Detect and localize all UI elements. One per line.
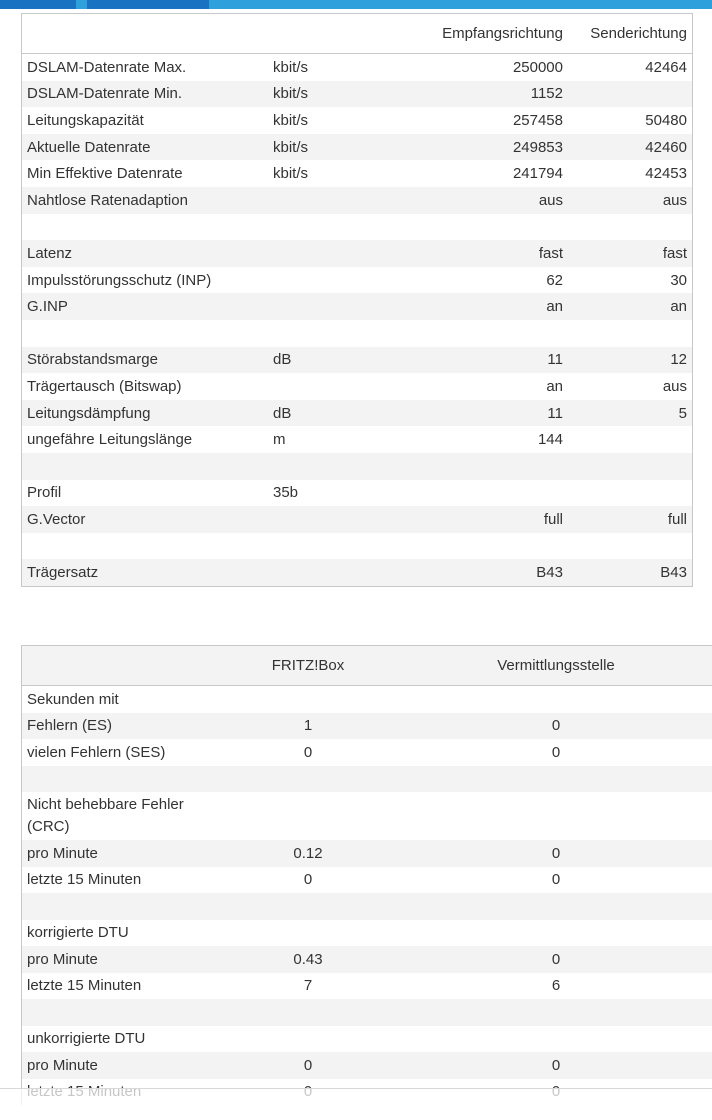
error-header-fritzbox: FRITZ!Box <box>220 646 396 686</box>
dsl-row-downstream: aus <box>378 187 568 214</box>
error-row-exchange: 0 <box>396 713 712 740</box>
bottom-scroll-overlay <box>0 1088 712 1120</box>
dsl-row-unit <box>268 373 378 400</box>
nav-tab-active-2[interactable] <box>87 0 209 9</box>
dsl-table-row <box>22 559 693 586</box>
error-row-exchange: 0 <box>396 739 712 766</box>
error-row-exchange: 0 <box>396 867 712 894</box>
dsl-header-unit <box>268 14 378 54</box>
dsl-row-unit <box>268 453 378 480</box>
dsl-table-row <box>22 453 693 480</box>
dsl-table-row <box>22 134 693 161</box>
dsl-row-label: G.Vector <box>22 506 269 533</box>
error-table-row <box>22 840 712 867</box>
dsl-row-label: Leitungskapazität <box>22 107 269 134</box>
error-row-label <box>22 893 221 920</box>
error-table-row <box>22 686 712 713</box>
dsl-table-row <box>22 373 693 400</box>
dsl-header-label <box>22 14 269 54</box>
dsl-row-downstream: 249853 <box>378 134 568 161</box>
dsl-row-downstream: 241794 <box>378 160 568 187</box>
dsl-row-downstream: B43 <box>378 559 568 586</box>
error-row-exchange <box>396 792 712 840</box>
error-row-fritzbox <box>220 686 396 713</box>
dsl-row-label: Impulsstörungsschutz (INP) <box>22 267 269 294</box>
error-row-label: pro Minute <box>22 840 221 867</box>
error-table-header-row <box>22 646 712 686</box>
error-row-fritzbox: 1 <box>220 713 396 740</box>
dsl-row-downstream <box>378 453 568 480</box>
dsl-row-upstream: fast <box>568 240 693 267</box>
dsl-row-label <box>22 533 269 560</box>
dsl-row-downstream: 11 <box>378 347 568 374</box>
dsl-table-row <box>22 267 693 294</box>
dsl-row-upstream <box>568 453 693 480</box>
error-table-row <box>22 766 712 793</box>
dsl-row-downstream <box>378 320 568 347</box>
nav-tab-separator <box>76 0 87 9</box>
dsl-row-downstream: full <box>378 506 568 533</box>
error-row-label: letzte 15 Minuten <box>22 973 221 1000</box>
error-row-label: Sekunden mit <box>22 686 221 713</box>
dsl-table-header-row <box>22 14 693 54</box>
error-row-fritzbox <box>220 766 396 793</box>
error-row-fritzbox: 0 <box>220 1052 396 1079</box>
dsl-row-upstream: 42453 <box>568 160 693 187</box>
dsl-row-label <box>22 453 269 480</box>
dsl-row-unit: kbit/s <box>268 160 378 187</box>
top-navigation-bar <box>0 0 712 9</box>
dsl-row-downstream: fast <box>378 240 568 267</box>
dsl-row-upstream <box>568 320 693 347</box>
error-row-exchange <box>396 999 712 1026</box>
dsl-row-upstream: 5 <box>568 400 693 427</box>
dsl-row-label: Trägersatz <box>22 559 269 586</box>
dsl-row-label: DSLAM-Datenrate Max. <box>22 54 269 81</box>
dsl-row-unit: 35b <box>268 480 378 507</box>
dsl-row-label <box>22 214 269 241</box>
error-row-label: Nicht behebbare Fehler (CRC) <box>22 792 221 840</box>
dsl-table-row <box>22 293 693 320</box>
dsl-row-downstream: 11 <box>378 400 568 427</box>
dsl-row-upstream: an <box>568 293 693 320</box>
dsl-table-row <box>22 426 693 453</box>
error-row-label <box>22 766 221 793</box>
dsl-row-upstream <box>568 480 693 507</box>
dsl-row-label: G.INP <box>22 293 269 320</box>
dsl-row-upstream <box>568 214 693 241</box>
dsl-row-unit <box>268 559 378 586</box>
dsl-row-unit <box>268 214 378 241</box>
dsl-table-row <box>22 107 693 134</box>
dsl-row-upstream: 30 <box>568 267 693 294</box>
error-row-exchange: 0 <box>396 1052 712 1079</box>
dsl-info-table <box>21 13 693 587</box>
error-row-fritzbox: 0 <box>220 739 396 766</box>
dsl-row-downstream <box>378 214 568 241</box>
dsl-row-upstream: 42464 <box>568 54 693 81</box>
error-row-exchange <box>396 920 712 947</box>
dsl-table-row <box>22 400 693 427</box>
dsl-row-unit <box>268 187 378 214</box>
dsl-row-upstream: full <box>568 506 693 533</box>
error-row-label: unkorrigierte DTU <box>22 1026 221 1053</box>
error-row-label: pro Minute <box>22 1052 221 1079</box>
dsl-row-label: DSLAM-Datenrate Min. <box>22 81 269 108</box>
dsl-row-unit: kbit/s <box>268 54 378 81</box>
error-table-row <box>22 867 712 894</box>
dsl-row-downstream: an <box>378 373 568 400</box>
dsl-row-label: Störabstandsmarge <box>22 347 269 374</box>
error-row-exchange <box>396 1026 712 1053</box>
error-row-exchange: 0 <box>396 840 712 867</box>
dsl-row-label: Nahtlose Ratenadaption <box>22 187 269 214</box>
error-table-row <box>22 946 712 973</box>
error-row-fritzbox <box>220 920 396 947</box>
error-header-label <box>22 646 221 686</box>
error-header-exchange: Vermittlungsstelle <box>396 646 712 686</box>
error-row-fritzbox: 7 <box>220 973 396 1000</box>
dsl-row-upstream <box>568 533 693 560</box>
dsl-table-row <box>22 54 693 81</box>
dsl-row-upstream: aus <box>568 373 693 400</box>
dsl-row-upstream: 12 <box>568 347 693 374</box>
error-row-fritzbox <box>220 893 396 920</box>
error-table-row <box>22 973 712 1000</box>
error-row-fritzbox: 0 <box>220 867 396 894</box>
error-table-row <box>22 1052 712 1079</box>
dsl-row-downstream: 257458 <box>378 107 568 134</box>
dsl-row-label: Min Effektive Datenrate <box>22 160 269 187</box>
dsl-row-unit <box>268 267 378 294</box>
error-table-row <box>22 999 712 1026</box>
error-row-fritzbox <box>220 999 396 1026</box>
error-row-fritzbox <box>220 1026 396 1053</box>
dsl-row-label: Profil <box>22 480 269 507</box>
error-row-fritzbox: 0.43 <box>220 946 396 973</box>
error-row-label: korrigierte DTU <box>22 920 221 947</box>
dsl-row-upstream <box>568 426 693 453</box>
error-row-label: pro Minute <box>22 946 221 973</box>
error-table-row <box>22 713 712 740</box>
error-row-label: vielen Fehlern (SES) <box>22 739 221 766</box>
dsl-row-label: Leitungsdämpfung <box>22 400 269 427</box>
dsl-row-downstream: 250000 <box>378 54 568 81</box>
error-row-fritzbox: 0.12 <box>220 840 396 867</box>
error-table-row <box>22 792 712 840</box>
dsl-table-row <box>22 81 693 108</box>
error-row-label <box>22 999 221 1026</box>
dsl-row-downstream: 144 <box>378 426 568 453</box>
dsl-table-row <box>22 506 693 533</box>
dsl-row-upstream: 50480 <box>568 107 693 134</box>
dsl-row-unit <box>268 533 378 560</box>
error-row-exchange: 6 <box>396 973 712 1000</box>
dsl-row-label: Aktuelle Datenrate <box>22 134 269 161</box>
dsl-row-downstream <box>378 533 568 560</box>
dsl-row-unit: kbit/s <box>268 81 378 108</box>
dsl-table-row <box>22 187 693 214</box>
dsl-row-unit: kbit/s <box>268 107 378 134</box>
dsl-table-row <box>22 347 693 374</box>
error-table-row <box>22 893 712 920</box>
error-row-exchange <box>396 893 712 920</box>
dsl-table-row <box>22 480 693 507</box>
dsl-row-label: Trägertausch (Bitswap) <box>22 373 269 400</box>
dsl-row-downstream: 1152 <box>378 81 568 108</box>
dsl-table-row <box>22 214 693 241</box>
error-row-fritzbox <box>220 792 396 840</box>
dsl-row-unit: m <box>268 426 378 453</box>
dsl-row-unit <box>268 240 378 267</box>
dsl-row-upstream: B43 <box>568 559 693 586</box>
dsl-table-row <box>22 320 693 347</box>
error-row-label: letzte 15 Minuten <box>22 867 221 894</box>
dsl-row-upstream: 42460 <box>568 134 693 161</box>
error-row-exchange <box>396 766 712 793</box>
error-statistics-table <box>21 645 712 1105</box>
error-row-label: Fehlern (ES) <box>22 713 221 740</box>
dsl-row-unit: dB <box>268 347 378 374</box>
error-table-row <box>22 1026 712 1053</box>
dsl-row-label <box>22 320 269 347</box>
dsl-header-upstream: Senderichtung <box>568 14 693 54</box>
dsl-row-upstream <box>568 81 693 108</box>
dsl-table-row <box>22 160 693 187</box>
dsl-row-unit: dB <box>268 400 378 427</box>
dsl-row-label: Latenz <box>22 240 269 267</box>
error-row-exchange <box>396 686 712 713</box>
dsl-row-downstream <box>378 480 568 507</box>
dsl-row-downstream: 62 <box>378 267 568 294</box>
dsl-row-unit <box>268 506 378 533</box>
dsl-row-label: ungefähre Leitungslänge <box>22 426 269 453</box>
dsl-table-row <box>22 533 693 560</box>
dsl-row-downstream: an <box>378 293 568 320</box>
nav-tab-active-1[interactable] <box>0 0 76 9</box>
dsl-row-upstream: aus <box>568 187 693 214</box>
error-row-exchange: 0 <box>396 946 712 973</box>
error-table-row <box>22 739 712 766</box>
dsl-row-unit <box>268 293 378 320</box>
error-table-row <box>22 920 712 947</box>
dsl-header-downstream: Empfangsrichtung <box>378 14 568 54</box>
dsl-table-row <box>22 240 693 267</box>
dsl-row-unit: kbit/s <box>268 134 378 161</box>
dsl-row-unit <box>268 320 378 347</box>
